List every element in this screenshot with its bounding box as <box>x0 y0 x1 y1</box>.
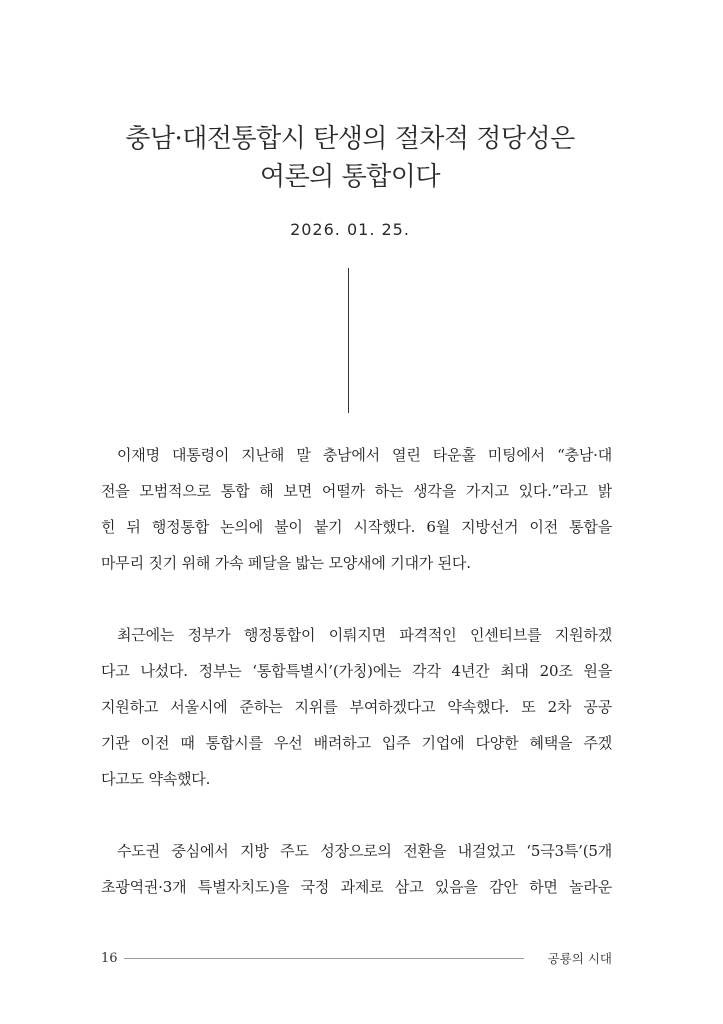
body-line: 힌 뒤 행정통합 논의에 불이 붙기 시작했다. 6월 지방선거 이전 통합을 <box>101 518 612 536</box>
vertical-divider <box>348 268 349 413</box>
title-line: 여론의 통합이다 <box>259 162 441 192</box>
body-line: 이재명 대통령이 지난해 말 충남에서 열린 타운홀 미팅에서 “충남·대 <box>117 446 612 464</box>
body-line: 지원하고 서울시에 준하는 지위를 부여하겠다고 약속했다. 또 2차 공공 <box>101 698 612 716</box>
article-body <box>101 437 612 941</box>
paragraph <box>101 833 612 905</box>
title-line: 충남·대전통합시 탄생의 절차적 정당성은 <box>125 124 575 154</box>
body-line: 전을 모범적으로 통합 해 보면 어떨까 하는 생각을 가지고 있다.”라고 밝 <box>101 482 612 500</box>
page-number: 16 <box>101 951 118 966</box>
body-line: 다고 나섰다. 정부는 ‘통합특별시’(가칭)에는 각각 4년간 최대 20조 원을 <box>101 662 612 680</box>
body-line: 초광역권·3개 특별자치도)을 국정 과제로 삼고 있음을 감안 하면 놀라운 <box>101 878 612 896</box>
article-title <box>40 120 660 196</box>
body-line: 기관 이전 때 통합시를 우선 배려하고 입주 기업에 다양한 혜택을 주겠 <box>101 734 612 752</box>
paragraph <box>101 617 612 797</box>
article-date: 2026. 01. 25. <box>290 220 410 239</box>
running-title: 공룡의 시대 <box>547 951 612 966</box>
body-line: 다고도 약속했다. <box>101 770 211 788</box>
body-line: 수도권 중심에서 지방 주도 성장으로의 전환을 내걸었고 ‘5극3특’(5개 <box>117 842 612 860</box>
footer-divider <box>124 958 524 959</box>
body-line: 마무리 짓기 위해 가속 페달을 밟는 모양새에 기대가 된다. <box>101 554 471 572</box>
paragraph <box>101 437 612 581</box>
body-line: 최근에는 정부가 행정통합이 이뤄지면 파격적인 인센티브를 지원하겠 <box>117 626 612 644</box>
